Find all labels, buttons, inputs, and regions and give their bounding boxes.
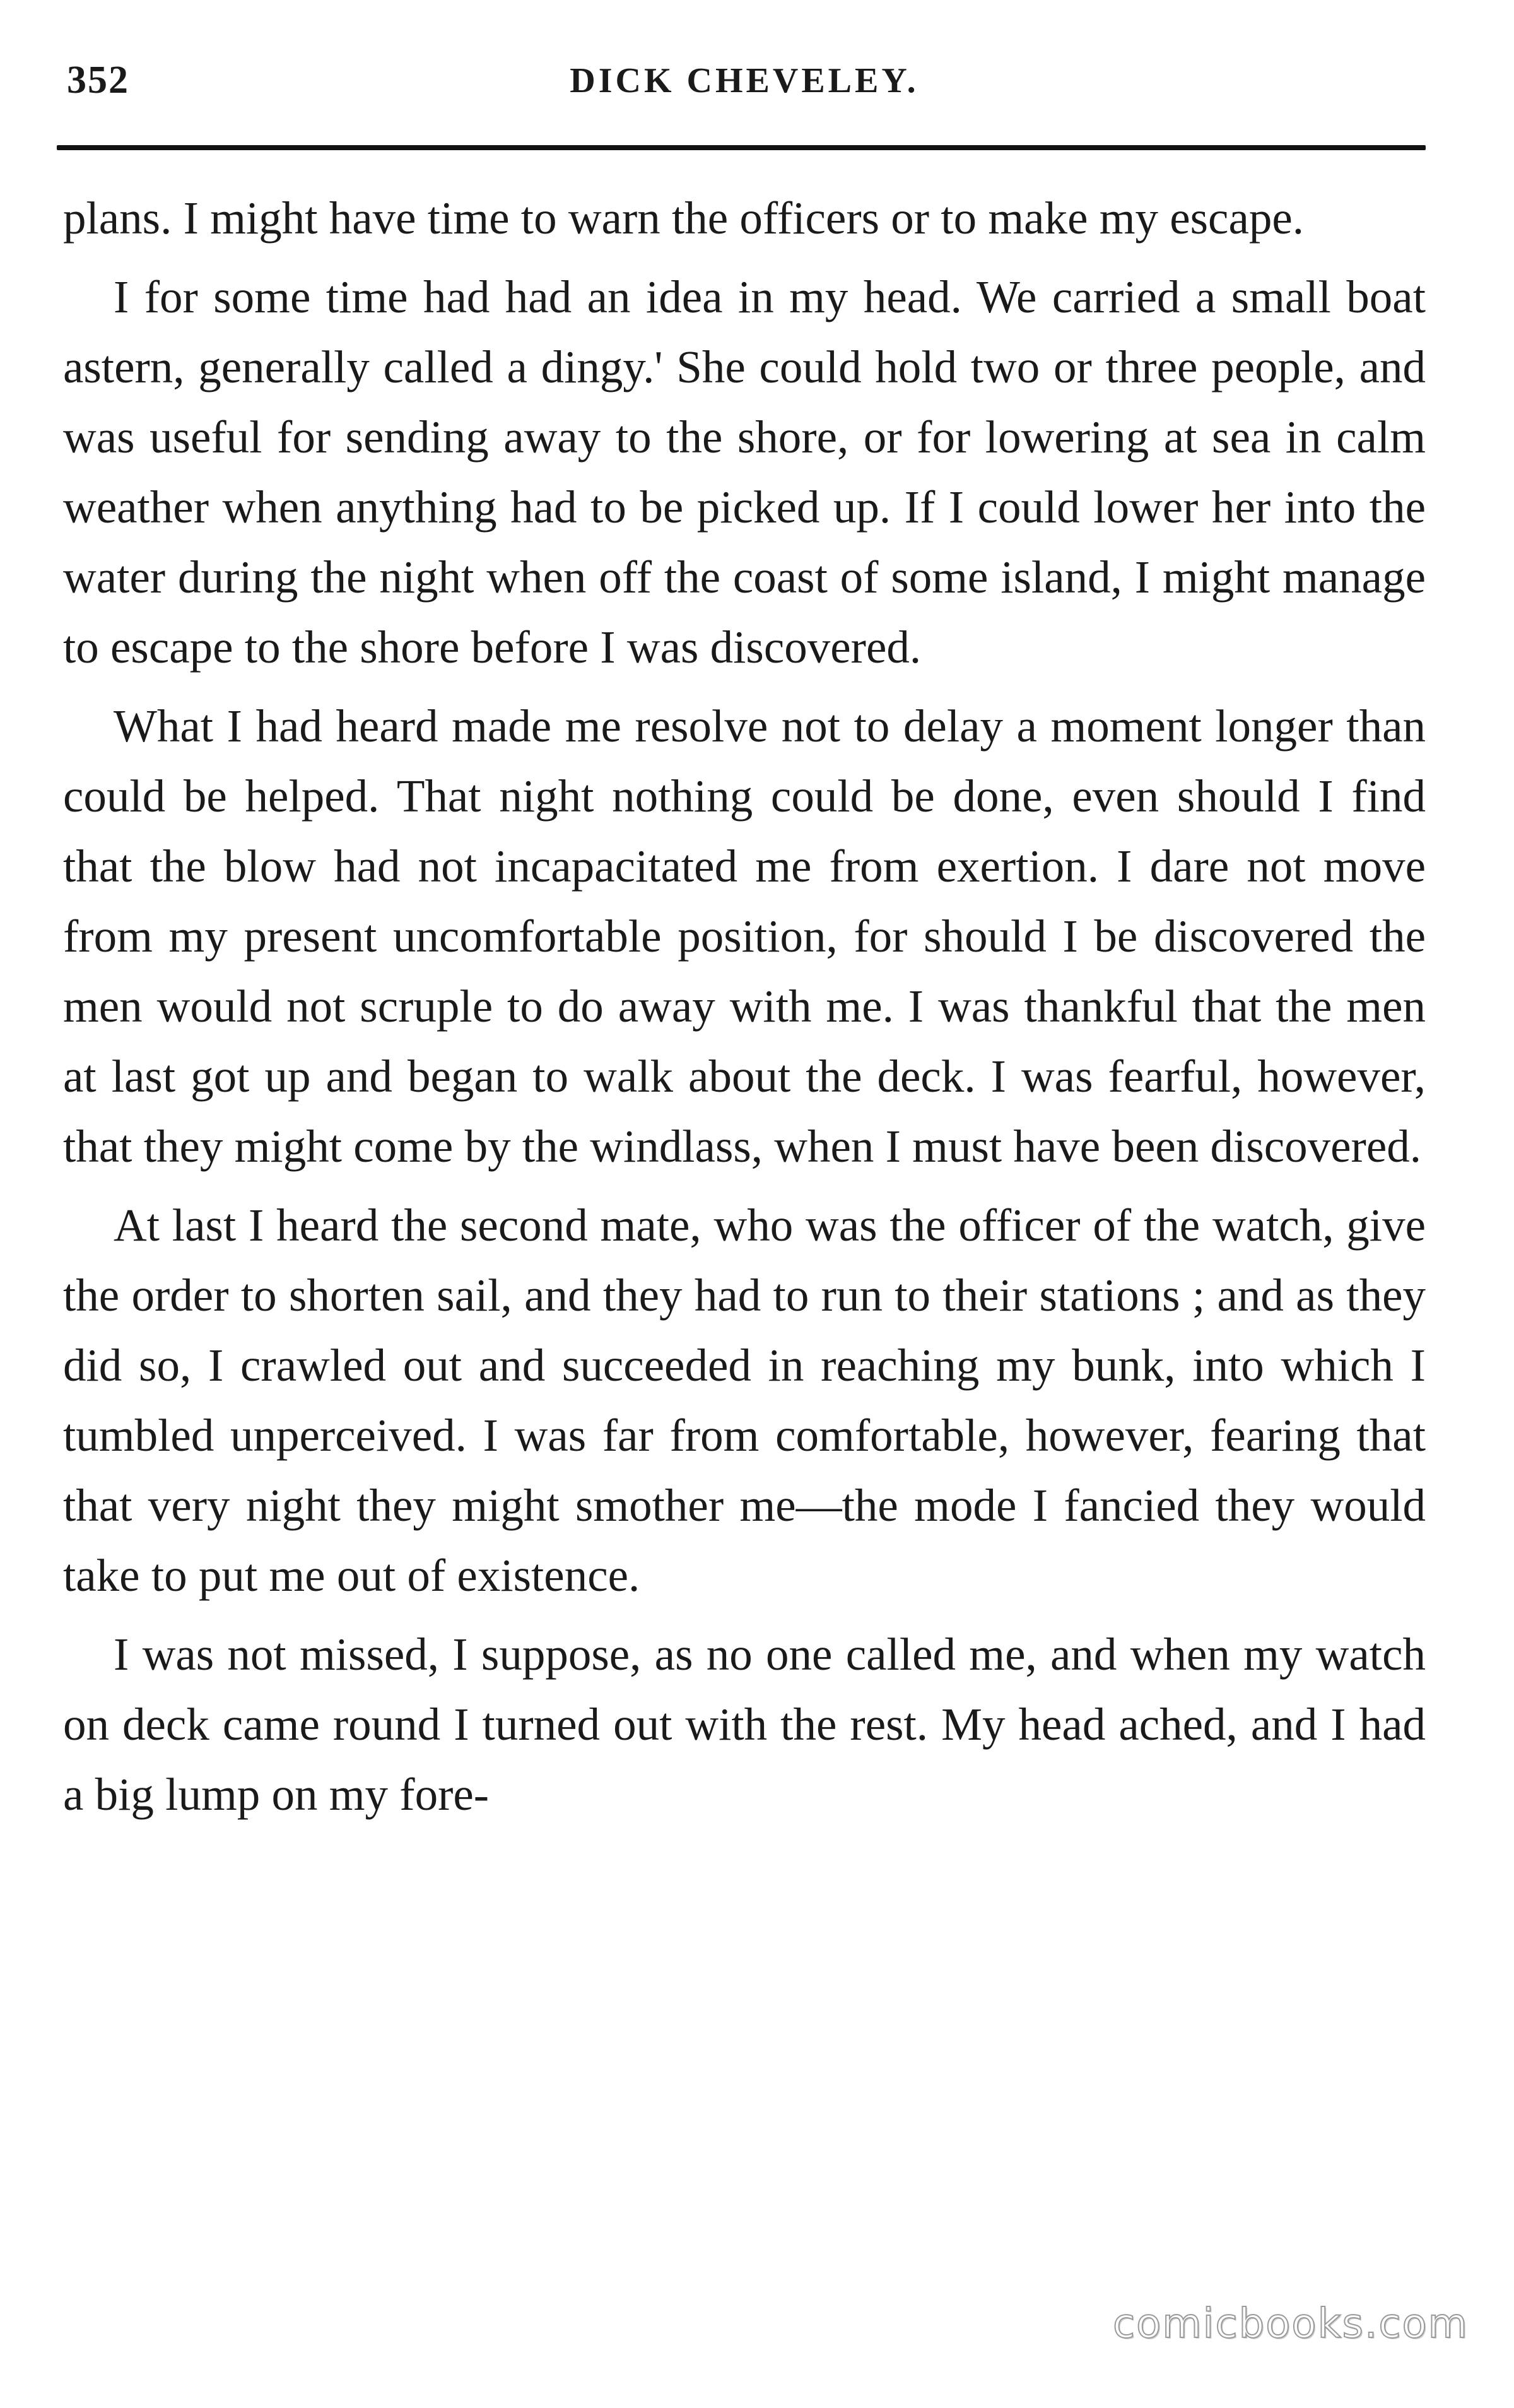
site-watermark: comicbooks.com — [1112, 2301, 1469, 2347]
running-title: DICK CHEVELEY. — [570, 61, 919, 100]
page-number: 352 — [67, 59, 129, 102]
header-rule — [57, 145, 1426, 150]
paragraph-3: What I had heard made me resolve not to delay a moment longer than could be helped. That night nothing could be done, even should I find that the blow had not incapacitated me from exertion. I dare not move from my present uncomfortable position, for should I be discovered the men would not scruple to do away with me. I was thankful that the men at last got up and began to walk about the deck. I was fearful, however, that they might come by the windlass, when I must have been discovered. — [63, 700, 1426, 1172]
running-head — [63, 58, 1426, 127]
paragraph-5: I was not missed, I suppose, as no one called me, and when my watch on deck came round I turned out with the rest. My head ached, and I had a big lump on my fore- — [63, 1629, 1426, 1820]
paragraph-4: At last I heard the second mate, who was the officer of the watch, give the order to shorten sail, and they had to run to their stations ; and as they did so, I crawled out and succeeded in reaching my bunk, into which I tumbled unperceived. I was far from comfortable, however, fearing that that very night they might smother me—the mode I fancied they would take to put me out of existence. — [63, 1200, 1426, 1601]
paragraph-1: plans. I might have time to warn the officers or to make my escape. — [63, 192, 1305, 244]
body-text — [63, 183, 1426, 1838]
paragraph-2: I for some time had had an idea in my head. We carried a small boat astern, generally called a dingy.' She could hold two or three people, and was useful for sending away to the shore, or for lowering at sea in calm weather when anything had to be picked up. If I could lower her into the water during the night when off the coast of some island, I might manage to escape to the shore before I was discovered. — [63, 271, 1426, 673]
